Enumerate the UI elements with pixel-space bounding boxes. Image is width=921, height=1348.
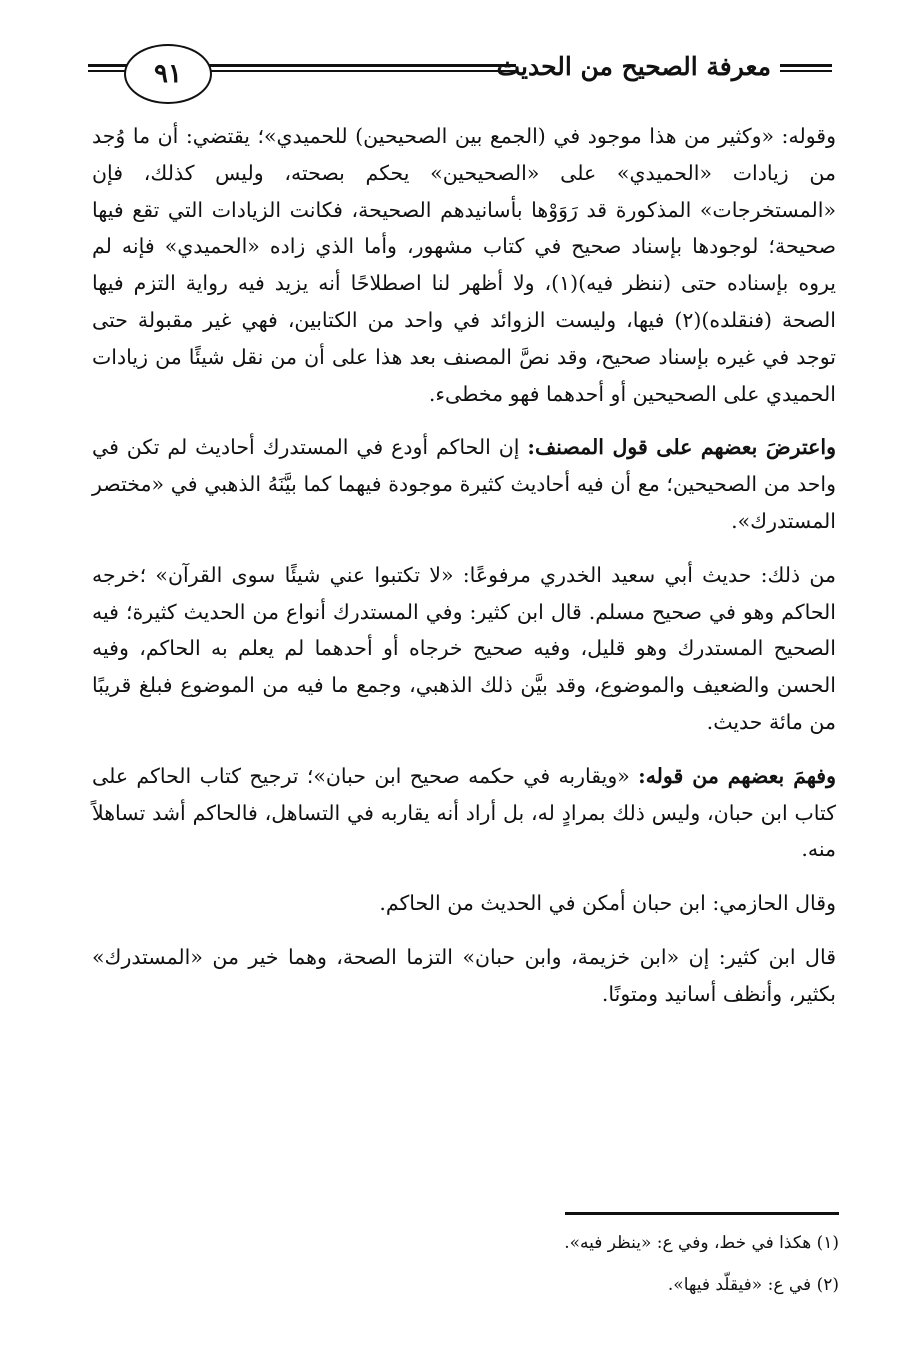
page-number: ٩١ bbox=[154, 59, 182, 89]
running-title: معرفة الصحيح من الحديث bbox=[496, 52, 771, 81]
paragraph-2-lead: واعترضَ بعضهم على قول المصنف: bbox=[527, 435, 837, 460]
paragraph-5: وقال الحازمي: ابن حبان أمكن في الحديث من الحاكم. bbox=[379, 891, 836, 916]
paragraph-2 bbox=[92, 429, 836, 539]
paragraph-4 bbox=[92, 758, 836, 868]
header-rule-right-top bbox=[780, 64, 832, 67]
paragraph-1: وقوله: «وكثير من هذا موجود في (الجمع بين الصحيحين) للحميدي»؛ يقتضي: أن ما وُجد من زيادات «الحميدي» على «الصحيحين» يحكم بصحته، وليس كذلك، فإن «المستخرجات» المذكورة قد رَوَوْها بأسانيدهم الصحيحة، فكانت الزيادات التي تقع فيها صحيحة؛ لوجودها بإسناد صحيح في كتاب مشهور، وأما الذي زاده «الحميدي» فإنه لم يروه بإسناده حتى (ننظر فيه)(١)، ولا أظهر لنا اصطلاحًا أنه يزيد فيه رواية التزم فيها الصحة (فنقلده)(٢) فيها، وليست الزوائد في واحد من الكتابين، فهي غير مقبولة حتى توجد في غيره بإسناد صحيح، وقد نصَّ المصنف بعد هذا على أن من نقل شيئًا من زيادات الحميدي على الصحيحين أو أحدهما فهو مخطىء. bbox=[92, 124, 836, 406]
header-rule-middle-bottom bbox=[204, 70, 516, 72]
header-rule-right-bottom bbox=[780, 70, 832, 72]
paragraph-4-text: «ويقاربه في حكمه صحيح ابن حبان»؛ ترجيح كتاب الحاكم على كتاب ابن حبان، وليس ذلك بمرادٍ له، بل أراد أنه يقاربه في التساهل، فالحاكم أشد تساهلاً منه. bbox=[92, 763, 836, 862]
paragraph-3: من ذلك: حديث أبي سعيد الخدري مرفوعًا: «لا تكتبوا عني شيئًا سوى القرآن» ؛خرجه الحاكم وهو في صحيح مسلم. قال ابن كثير: وفي المستدرك أنواع من الحديث كثيرة؛ فيه الصحيح المستدرك وهو قليل، وفيه صحيح خرجاه أو أحدهما لم يعلم به الحاكم، وفيه الحسن والضعيف والموضوع، وقد بيَّن ذلك الذهبي، وجمع ما فيه من الموضوع فبلغ قريبًا من مائة حديث. bbox=[92, 562, 836, 734]
header-rule-left-top bbox=[88, 64, 130, 67]
main-text bbox=[92, 118, 836, 1030]
paragraph-2-text: إن الحاكم أودع في المستدرك أحاديث لم تكن في واحد من الصحيحين؛ مع أن فيه أحاديث كثيرة موجودة فيهما كما بيَّنَهُ الذهبي في «مختصر المستدرك». bbox=[92, 435, 836, 533]
footnote-separator bbox=[565, 1212, 839, 1215]
footnotes bbox=[79, 1232, 839, 1316]
footnote-2: (٢) في ع: «فيقلّد فيها». bbox=[667, 1275, 839, 1295]
page-number-oval bbox=[124, 44, 212, 104]
paragraph-4-lead: وفهمَ بعضهم من قوله: bbox=[638, 763, 836, 788]
footnote-1: (١) هكذا في خط، وفي ع: «ينظر فيه». bbox=[564, 1233, 839, 1253]
header-rule-middle-top bbox=[204, 64, 516, 67]
paragraph-6: قال ابن كثير: إن «ابن خزيمة، وابن حبان» التزما الصحة، وهما خير من «المستدرك» بكثير، وأنظف أسانيد ومتونًا. bbox=[92, 944, 836, 1006]
